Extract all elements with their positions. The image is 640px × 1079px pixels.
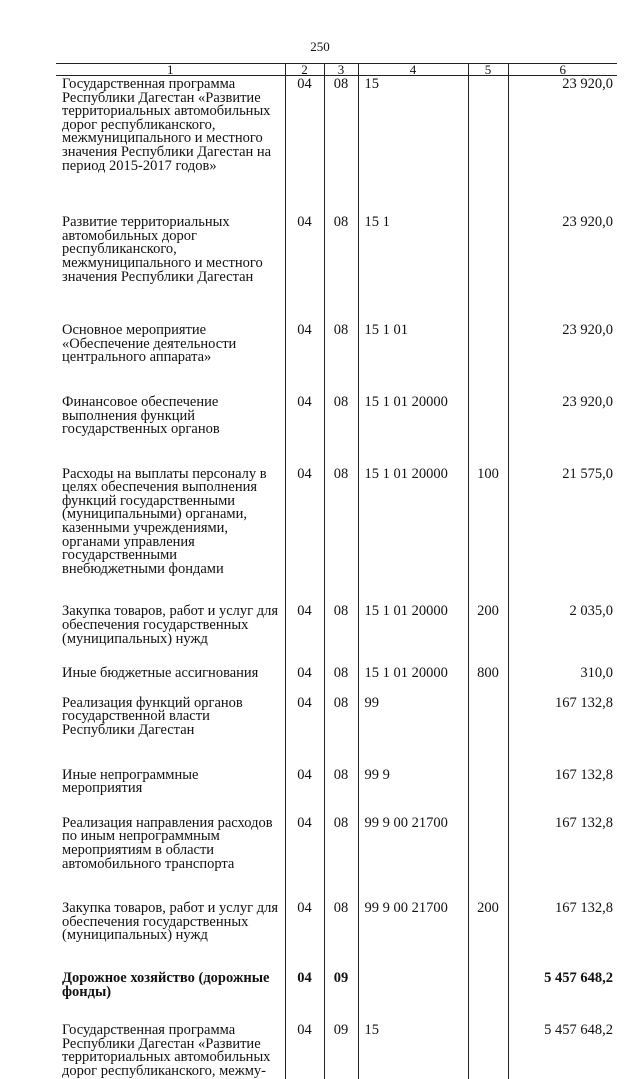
row-amount: 23 920,0 [508, 76, 617, 215]
row-expense-type-code: 100 [468, 466, 508, 604]
row-section-code: 04 [285, 214, 324, 322]
row-expense-type-code [468, 322, 508, 394]
row-section-code: 04 [285, 466, 324, 604]
row-expense-type-code [468, 76, 508, 215]
row-subsection-code: 08 [324, 394, 358, 466]
row-section-code: 04 [285, 1022, 324, 1078]
row-target-article-code: 15 [358, 1022, 468, 1078]
row-name: Развитие территориальных автомобильных дорог республиканского, межмуниципального и местного значения Республики Дагестан [62, 214, 263, 285]
row-amount: 5 457 648,2 [508, 970, 617, 1022]
row-amount: 2 035,0 [508, 603, 617, 665]
row-target-article-code: 99 9 00 21700 [358, 900, 468, 970]
row-target-article-code: 15 1 01 20000 [358, 394, 468, 466]
row-expense-type-code [468, 815, 508, 900]
row-amount: 167 132,8 [508, 815, 617, 900]
row-name: Иные непрограммные мероприятия [62, 766, 199, 797]
row-expense-type-code: 200 [468, 900, 508, 970]
col-header-6: 6 [508, 64, 617, 76]
row-expense-type-code: 800 [468, 665, 508, 695]
row-subsection-code: 08 [324, 466, 358, 604]
row-section-code: 04 [285, 695, 324, 767]
row-subsection-code: 09 [324, 1022, 358, 1078]
row-amount: 23 920,0 [508, 394, 617, 466]
col-header-5: 5 [468, 64, 508, 76]
table-row [56, 466, 617, 604]
table-row [56, 1022, 617, 1078]
row-expense-type-code [468, 970, 508, 1022]
row-amount: 167 132,8 [508, 767, 617, 815]
row-name: Расходы на выплаты персоналу в целях обеспечения выполнения функций государственными (муниципальными) органами, казенными учреждениями, органами управления государственными внебюджетными фондами [62, 465, 267, 577]
row-target-article-code: 99 9 00 21700 [358, 815, 468, 900]
row-subsection-code: 09 [324, 970, 358, 1022]
column-number-header-row [56, 64, 617, 76]
row-subsection-code: 08 [324, 900, 358, 970]
table-row [56, 322, 617, 394]
row-amount: 23 920,0 [508, 214, 617, 322]
row-name: Закупка товаров, работ и услуг для обеспечения государственных (муниципальных) нужд [62, 900, 279, 944]
row-name: Иные бюджетные ассигнования [62, 665, 259, 682]
table-body [56, 76, 617, 1079]
budget-table [56, 63, 617, 1079]
row-amount: 167 132,8 [508, 695, 617, 767]
row-name: Основное мероприятие «Обеспечение деятельности центрального аппарата» [62, 322, 237, 366]
row-name: Финансовое обеспечение выполнения функций государственных органов [62, 393, 220, 438]
row-target-article-code: 15 1 [358, 214, 468, 322]
row-subsection-code: 08 [324, 665, 358, 695]
row-name: Реализация направления расходов по иным непрограммным мероприятиям в области автомобильного транспорта [62, 814, 273, 872]
row-section-code: 04 [285, 767, 324, 815]
row-subsection-code: 08 [324, 695, 358, 767]
table-row [56, 394, 617, 466]
row-expense-type-code [468, 394, 508, 466]
row-name: Государственная программа Республики Дагестан «Развитие территориальных автомобильных дорог республиканского, межмуниципального и местного значения Республики Дагестан на период 2015-2017 годов» [62, 76, 272, 174]
table-row [56, 970, 617, 1022]
col-header-1: 1 [56, 64, 285, 76]
row-amount: 5 457 648,2 [508, 1022, 617, 1078]
table-row [56, 665, 617, 695]
row-name: Государственная программа Республики Дагестан «Развитие территориальных автомобильных дорог республиканского, межму- [62, 1022, 271, 1079]
row-section-code: 04 [285, 394, 324, 466]
table-row [56, 603, 617, 665]
row-section-code: 04 [285, 970, 324, 1022]
col-header-4: 4 [358, 64, 468, 76]
table-row [56, 900, 617, 970]
row-target-article-code: 99 [358, 695, 468, 767]
table-row [56, 214, 617, 322]
row-target-article-code: 15 1 01 [358, 322, 468, 394]
row-section-code: 04 [285, 665, 324, 695]
row-target-article-code [358, 970, 468, 1022]
row-expense-type-code [468, 767, 508, 815]
row-target-article-code: 99 9 [358, 767, 468, 815]
row-section-code: 04 [285, 815, 324, 900]
row-subsection-code: 08 [324, 214, 358, 322]
table-row [56, 695, 617, 767]
row-target-article-code: 15 [358, 76, 468, 215]
row-section-code: 04 [285, 322, 324, 394]
row-target-article-code: 15 1 01 20000 [358, 466, 468, 604]
row-subsection-code: 08 [324, 767, 358, 815]
row-target-article-code: 15 1 01 20000 [358, 665, 468, 695]
row-amount: 310,0 [508, 665, 617, 695]
row-subsection-code: 08 [324, 815, 358, 900]
col-header-3: 3 [324, 64, 358, 76]
row-expense-type-code [468, 214, 508, 322]
col-header-2: 2 [285, 64, 324, 76]
row-expense-type-code: 200 [468, 603, 508, 665]
row-name: Закупка товаров, работ и услуг для обеспечения государственных (муниципальных) нужд [62, 603, 279, 647]
row-subsection-code: 08 [324, 322, 358, 394]
row-amount: 167 132,8 [508, 900, 617, 970]
row-section-code: 04 [285, 76, 324, 215]
row-expense-type-code [468, 1022, 508, 1078]
row-subsection-code: 08 [324, 76, 358, 215]
row-target-article-code: 15 1 01 20000 [358, 603, 468, 665]
row-section-code: 04 [285, 603, 324, 665]
table-row [56, 815, 617, 900]
row-expense-type-code [468, 695, 508, 767]
table-row [56, 767, 617, 815]
page-number: 250 [310, 39, 330, 54]
row-subsection-code: 08 [324, 603, 358, 665]
table-row [56, 76, 617, 215]
row-amount: 23 920,0 [508, 322, 617, 394]
row-amount: 21 575,0 [508, 466, 617, 604]
row-name: Дорожное хозяйство (дорожные фонды) [62, 969, 270, 1000]
row-name: Реализация функций органов государственной власти Республики Дагестан [62, 694, 243, 738]
row-section-code: 04 [285, 900, 324, 970]
